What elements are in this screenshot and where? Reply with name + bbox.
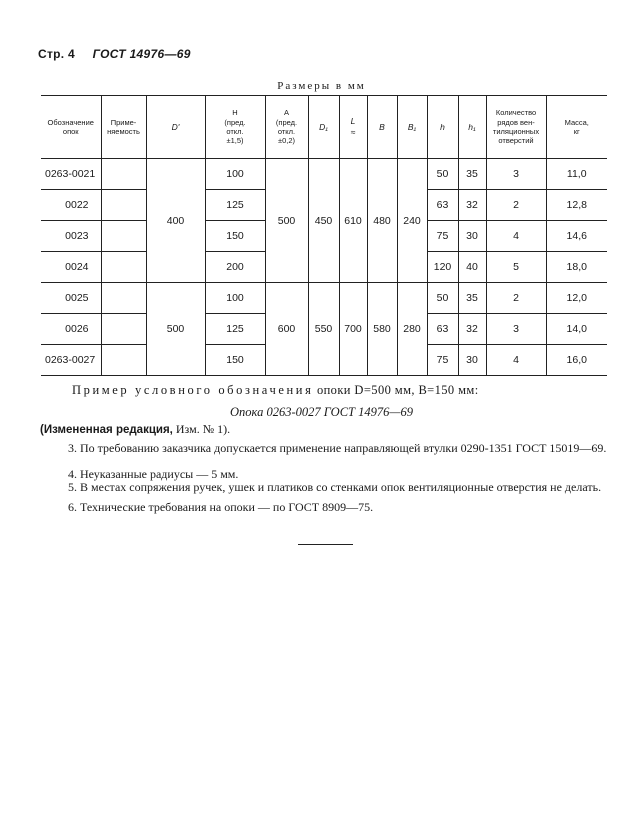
b1-cell: 240: [397, 159, 427, 283]
h-cell: 100: [205, 283, 265, 314]
designation-cell: 0263-0021: [41, 159, 101, 190]
note-3: 3. По требованию заказчика допускается применение направляющей втулки 0290-1351 ГОСТ 15019—69.: [68, 441, 607, 455]
h1-cell: 35: [458, 159, 486, 190]
d1-cell: 550: [308, 283, 339, 376]
h-small-cell: 120: [427, 252, 458, 283]
vent-rows-cell: 4: [486, 221, 546, 252]
note-4: 4. Неуказанные радиусы — 5 мм.: [68, 467, 239, 481]
col-vent-rows: Количество рядов вен- тиляционных отверстий: [486, 96, 546, 159]
example-designation: Опока 0263-0027 ГОСТ 14976—69: [230, 405, 413, 419]
h-cell: 150: [205, 221, 265, 252]
h-small-cell: 63: [427, 190, 458, 221]
h-small-cell: 50: [427, 283, 458, 314]
h-cell: 125: [205, 314, 265, 345]
applicability-cell: [101, 283, 146, 314]
col-d: D': [146, 96, 205, 159]
col-h: H (пред. откл. ±1,5): [205, 96, 265, 159]
page-header: [38, 47, 191, 61]
b-cell: 480: [367, 159, 397, 283]
designation-cell: 0263-0027: [41, 345, 101, 376]
col-applicability: Приме- няемость: [101, 96, 146, 159]
designation-cell: 0025: [41, 283, 101, 314]
table-row: [41, 159, 607, 190]
applicability-cell: [101, 252, 146, 283]
dimensions-table: [41, 95, 607, 376]
h1-cell: 30: [458, 221, 486, 252]
note-6: 6. Технические требования на опоки — по ГОСТ 8909—75.: [68, 500, 374, 514]
col-d1: D₁: [308, 96, 339, 159]
h-cell: 125: [205, 190, 265, 221]
applicability-cell: [101, 345, 146, 376]
vent-rows-cell: 2: [486, 190, 546, 221]
units-caption: Размеры в мм: [277, 80, 366, 92]
mass-cell: 16,0: [546, 345, 607, 376]
h1-cell: 32: [458, 314, 486, 345]
h-cell: 200: [205, 252, 265, 283]
col-designation: Обозначение опок: [41, 96, 101, 159]
table-header-row: [41, 96, 607, 159]
standard-number: ГОСТ 14976—69: [92, 47, 191, 61]
d-cell: 500: [146, 283, 205, 376]
note-5: 5. В местах сопряжения ручек, ушек и платиков со стенками опок вентиляционные отверстия не делать.: [68, 480, 602, 494]
mass-cell: 18,0: [546, 252, 607, 283]
a-cell: 600: [265, 283, 308, 376]
vent-rows-cell: 2: [486, 283, 546, 314]
end-divider: [298, 544, 353, 545]
col-h-small: h: [427, 96, 458, 159]
designation-cell: 0024: [41, 252, 101, 283]
amendment-note: [40, 423, 230, 437]
mass-cell: 11,0: [546, 159, 607, 190]
h-small-cell: 75: [427, 221, 458, 252]
mass-cell: 14,0: [546, 314, 607, 345]
h1-cell: 40: [458, 252, 486, 283]
col-h1: h₁: [458, 96, 486, 159]
d-cell: 400: [146, 159, 205, 283]
vent-rows-cell: 5: [486, 252, 546, 283]
l-cell: 700: [339, 283, 367, 376]
designation-cell: 0023: [41, 221, 101, 252]
applicability-cell: [101, 159, 146, 190]
example-value: опоки D=500 мм, B=150 мм:: [313, 383, 479, 397]
h-small-cell: 63: [427, 314, 458, 345]
h-small-cell: 50: [427, 159, 458, 190]
col-b1: B₁: [397, 96, 427, 159]
mass-cell: 12,0: [546, 283, 607, 314]
vent-rows-cell: 3: [486, 314, 546, 345]
amendment-rest: Изм. № 1).: [172, 422, 231, 436]
h-small-cell: 75: [427, 345, 458, 376]
mass-cell: 12,8: [546, 190, 607, 221]
col-mass: Масса, кг: [546, 96, 607, 159]
designation-cell: 0026: [41, 314, 101, 345]
h-cell: 100: [205, 159, 265, 190]
col-l: L ≈: [339, 96, 367, 159]
h1-cell: 32: [458, 190, 486, 221]
page-number: Стр. 4: [38, 47, 76, 61]
amendment-bold: (Измененная редакция,: [40, 424, 173, 436]
applicability-cell: [101, 190, 146, 221]
table-row: [41, 283, 607, 314]
designation-example: [72, 383, 479, 398]
col-b: B: [367, 96, 397, 159]
h1-cell: 35: [458, 283, 486, 314]
applicability-cell: [101, 314, 146, 345]
mass-cell: 14,6: [546, 221, 607, 252]
applicability-cell: [101, 221, 146, 252]
a-cell: 500: [265, 159, 308, 283]
example-label: Пример условного обозначения: [72, 383, 314, 397]
vent-rows-cell: 4: [486, 345, 546, 376]
l-cell: 610: [339, 159, 367, 283]
d1-cell: 450: [308, 159, 339, 283]
b1-cell: 280: [397, 283, 427, 376]
b-cell: 580: [367, 283, 397, 376]
vent-rows-cell: 3: [486, 159, 546, 190]
h-cell: 150: [205, 345, 265, 376]
col-a: A (пред. откл. ±0,2): [265, 96, 308, 159]
h1-cell: 30: [458, 345, 486, 376]
designation-cell: 0022: [41, 190, 101, 221]
